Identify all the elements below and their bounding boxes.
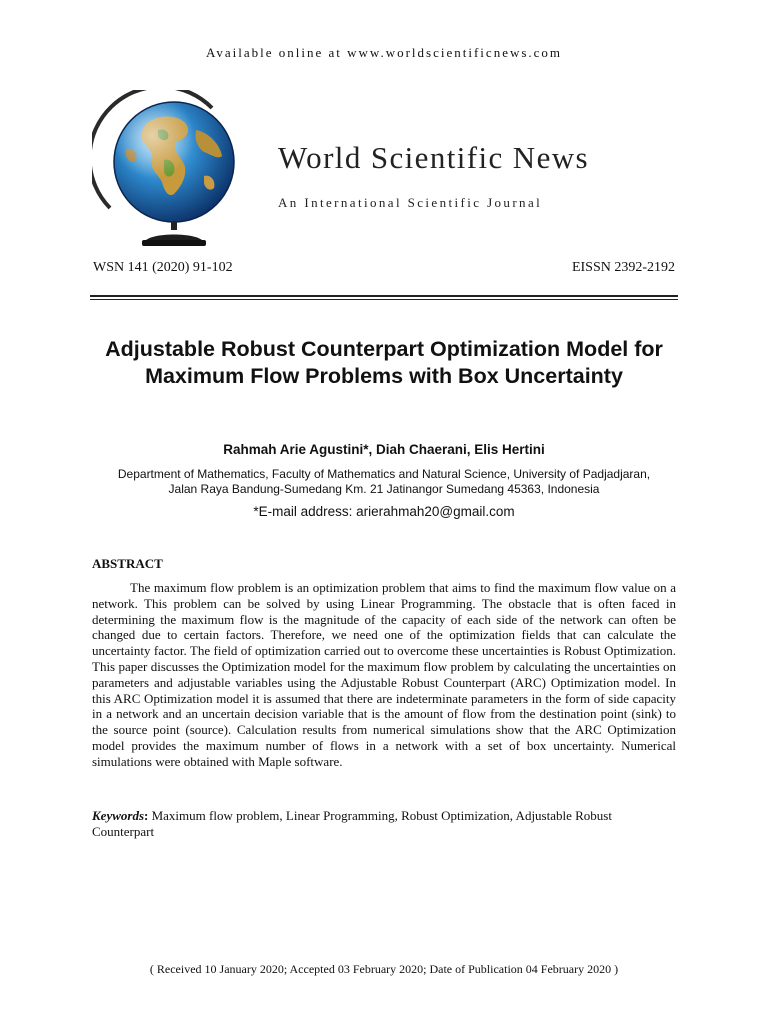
available-online-line: Available online at www.worldscientificnews.com (205, 45, 563, 60)
affiliation-line: Jalan Raya Bandung-Sumedang Km. 21 Jatinangor Sumedang 45363, Indonesia (168, 482, 600, 496)
header-divider-thin (90, 299, 678, 300)
eissn: EISSN 2392-2192 (571, 260, 675, 275)
journal-subtitle: An International Scientific Journal (278, 195, 543, 210)
author-email: *E-mail address: arierahmah20@gmail.com (253, 504, 515, 519)
header-divider-thick (90, 295, 678, 297)
keywords-colon: : (144, 808, 149, 823)
keywords (92, 808, 676, 840)
received-dates: ( Received 10 January 2020; Accepted 03 February 2020; Date of Publication 04 February 2020 ) (149, 962, 619, 976)
globe-icon (92, 90, 252, 250)
keywords-label: Keywords (92, 808, 144, 823)
paper-title: Adjustable Robust Counterpart Optimization Model for Maximum Flow Problems with Box Uncertainty (105, 337, 663, 388)
affiliation (60, 467, 708, 497)
abstract-body: The maximum flow problem is an optimization problem that aims to find the maximum flow value on a network. This problem can be solved by using Linear Programming. The obstacle that is often faced in determining the maximum flow is the magnitude of the capacity of each side of the network can often be changed due to certain factors. Therefore, we need one of the optimization fields that can calculate the uncertainty factor. The field of optimization carried out to overcome these uncertainties is Robust Optimization. This paper discusses the Optimization model for the maximum flow problem by calculating the uncertainties on parameters and adjustable variables using the Adjustable Robust Counterpart (ARC) Optimization model. In this ARC Optimization model it is assumed that there are indeterminate parameters in the form of side capacity in a network and an uncertain decision variable that is the amount of flow from the destination point (sink) to the source point (source). Calculation results from numerical simulations show that the ARC Optimization model provides the maximum number of flows in a network with a set of box uncertainty. Numerical simulations were obtained with Maple software. (92, 580, 676, 769)
globe-logo (92, 90, 252, 250)
wsn-reference: WSN 141 (2020) 91-102 (93, 260, 233, 275)
affiliation-line: Department of Mathematics, Faculty of Mathematics and Natural Science, University of Padjadjaran, (117, 467, 651, 481)
journal-title: World Scientific News (278, 140, 590, 175)
abstract-heading: ABSTRACT (92, 556, 163, 571)
keywords-text: Maximum flow problem, Linear Programming, Robust Optimization, Adjustable Robust Counterpart (92, 808, 612, 839)
author-list: Rahmah Arie Agustini*, Diah Chaerani, Elis Hertini (223, 442, 545, 457)
